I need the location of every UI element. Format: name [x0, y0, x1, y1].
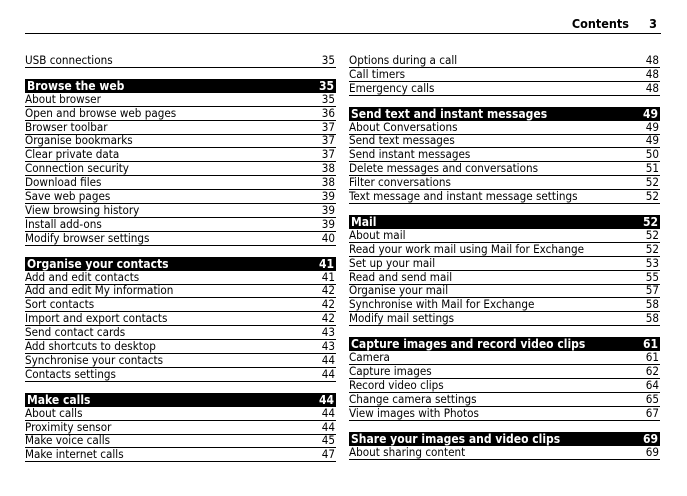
entry-title: Synchronise with Mail for Exchange: [349, 297, 535, 312]
entry-title: Contacts settings: [25, 366, 116, 381]
toc-entry[interactable]: [349, 243, 660, 257]
toc-section-heading[interactable]: [25, 79, 336, 93]
entry-title: Delete messages and conversations: [349, 161, 538, 176]
toc-entry[interactable]: [349, 68, 660, 82]
toc-entry[interactable]: [349, 379, 660, 393]
toc-entry[interactable]: [349, 365, 660, 379]
page-number: 3: [649, 16, 657, 31]
section-gap: [25, 246, 336, 257]
header-title: Contents: [571, 16, 629, 31]
entry-title: About mail: [349, 227, 406, 242]
section-gap: [349, 421, 660, 432]
toc-entry[interactable]: [349, 54, 660, 68]
entry-title: Add and edit contacts: [25, 269, 140, 284]
toc-entry[interactable]: [25, 93, 336, 107]
entry-title: Modify mail settings: [349, 311, 455, 326]
entry-title: Read and send mail: [349, 269, 453, 284]
entry-page-number: 42: [321, 297, 335, 312]
entry-title: Emergency calls: [349, 80, 435, 95]
entry-page-number: 39: [321, 216, 335, 231]
entry-page-number: 64: [645, 377, 659, 392]
entry-title: Camera: [349, 350, 390, 365]
entry-title: Download files: [25, 175, 102, 190]
entry-page-number: 42: [321, 283, 335, 298]
entry-title: Browser toolbar: [25, 119, 108, 134]
toc-entry[interactable]: [349, 312, 660, 326]
entry-title: Options during a call: [349, 52, 458, 67]
entry-title: About sharing content: [349, 444, 466, 459]
entry-page-number: 38: [321, 161, 335, 176]
entry-page-number: 38: [321, 175, 335, 190]
entry-title: Set up your mail: [349, 255, 436, 270]
entry-page-number: 48: [645, 52, 659, 67]
entry-page-number: 48: [645, 66, 659, 81]
entry-title: Modify browser settings: [25, 230, 150, 245]
entry-title: Sort contacts: [25, 297, 95, 312]
entry-title: About Conversations: [349, 119, 458, 134]
entry-page-number: 47: [321, 447, 335, 462]
entry-page-number: 55: [645, 269, 659, 284]
entry-title: Proximity sensor: [25, 419, 112, 434]
entry-page-number: 43: [321, 325, 335, 340]
entry-page-number: 52: [645, 189, 659, 204]
toc-section-heading[interactable]: [349, 337, 660, 351]
page-header: [25, 16, 661, 34]
entry-page-number: 67: [645, 405, 659, 420]
toc-entry[interactable]: [349, 82, 660, 96]
section-title: Make calls: [27, 392, 91, 407]
toc-entry[interactable]: [25, 107, 336, 121]
section-page-number: 35: [318, 78, 334, 93]
entry-title: Synchronise your contacts: [25, 352, 164, 367]
toc-entry[interactable]: [25, 232, 336, 246]
toc-entry[interactable]: [349, 446, 660, 460]
entry-page-number: 53: [645, 255, 659, 270]
entry-title: USB connections: [25, 52, 113, 67]
entry-title: View images with Photos: [349, 405, 479, 420]
section-page-number: 44: [318, 392, 334, 407]
section-page-number: 52: [642, 215, 658, 230]
section-title: Capture images and record video clips: [351, 337, 586, 352]
entry-page-number: 35: [321, 52, 335, 67]
toc-entry[interactable]: [349, 190, 660, 204]
section-page-number: 41: [318, 256, 334, 271]
entry-page-number: 49: [645, 119, 659, 134]
entry-title: Record video clips: [349, 377, 444, 392]
entry-title: Open and browse web pages: [25, 105, 177, 120]
entry-title: Text message and instant message settings: [349, 189, 578, 204]
entry-page-number: 62: [645, 364, 659, 379]
entry-title: Send text messages: [349, 133, 455, 148]
toc-entry[interactable]: [349, 393, 660, 407]
entry-title: Import and export contacts: [25, 311, 168, 326]
entry-page-number: 52: [645, 227, 659, 242]
section-title: Organise your contacts: [27, 256, 169, 271]
entry-page-number: 45: [321, 433, 335, 448]
toc-entry[interactable]: [25, 354, 336, 368]
entry-title: Make internet calls: [25, 447, 124, 462]
entry-title: About calls: [25, 405, 83, 420]
entry-page-number: 58: [645, 297, 659, 312]
entry-title: Send contact cards: [25, 325, 126, 340]
entry-title: Capture images: [349, 364, 432, 379]
entry-page-number: 58: [645, 311, 659, 326]
entry-title: Organise bookmarks: [25, 133, 133, 148]
entry-page-number: 69: [645, 444, 659, 459]
entry-page-number: 37: [321, 147, 335, 162]
entry-page-number: 39: [321, 202, 335, 217]
toc-section-heading[interactable]: [349, 215, 660, 229]
toc-entry[interactable]: [25, 368, 336, 382]
entry-page-number: 44: [321, 419, 335, 434]
entry-page-number: 50: [645, 147, 659, 162]
section-page-number: 49: [642, 106, 658, 121]
toc-entry[interactable]: [25, 340, 336, 354]
entry-page-number: 52: [645, 175, 659, 190]
section-gap: [25, 382, 336, 393]
toc-entry[interactable]: [25, 407, 336, 421]
entry-page-number: 37: [321, 133, 335, 148]
entry-page-number: 43: [321, 339, 335, 354]
entry-title: About browser: [25, 91, 101, 106]
toc-entry[interactable]: [349, 229, 660, 243]
entry-page-number: 35: [321, 91, 335, 106]
toc-section-heading[interactable]: [25, 393, 336, 407]
entry-page-number: 44: [321, 405, 335, 420]
section-gap: [349, 326, 660, 337]
entry-title: Add and edit My information: [25, 283, 174, 298]
entry-title: Add shortcuts to desktop: [25, 339, 156, 354]
entry-page-number: 48: [645, 80, 659, 95]
entry-title: Save web pages: [25, 189, 111, 204]
section-title: Send text and instant messages: [351, 106, 548, 121]
toc-entry[interactable]: [25, 204, 336, 218]
entry-page-number: 40: [321, 230, 335, 245]
entry-page-number: 49: [645, 133, 659, 148]
toc-left-column: [25, 54, 336, 462]
entry-page-number: 61: [645, 350, 659, 365]
entry-page-number: 44: [321, 352, 335, 367]
entry-title: Change camera settings: [349, 391, 477, 406]
entry-title: View browsing history: [25, 202, 140, 217]
entry-title: Clear private data: [25, 147, 120, 162]
toc-section-heading[interactable]: [349, 432, 660, 446]
section-page-number: 69: [642, 431, 658, 446]
entry-title: Make voice calls: [25, 433, 111, 448]
toc-section-heading[interactable]: [25, 257, 336, 271]
entry-page-number: 39: [321, 189, 335, 204]
entry-page-number: 57: [645, 283, 659, 298]
entry-page-number: 41: [321, 269, 335, 284]
entry-title: Install add-ons: [25, 216, 102, 231]
section-title: Mail: [351, 215, 377, 230]
section-title: Share your images and video clips: [351, 431, 561, 446]
entry-page-number: 51: [645, 161, 659, 176]
entry-title: Send instant messages: [349, 147, 471, 162]
entry-title: Read your work mail using Mail for Exchange: [349, 241, 585, 256]
entry-page-number: 65: [645, 391, 659, 406]
entry-title: Filter conversations: [349, 175, 451, 190]
toc-entry[interactable]: [349, 407, 660, 421]
toc-right-column: [349, 54, 660, 460]
entry-title: Connection security: [25, 161, 129, 176]
section-page-number: 61: [642, 337, 658, 352]
toc-entry[interactable]: [25, 218, 336, 232]
toc-entry[interactable]: [25, 190, 336, 204]
section-gap: [349, 204, 660, 215]
entry-title: Call timers: [349, 66, 406, 81]
toc-entry[interactable]: [25, 54, 336, 68]
entry-page-number: 36: [321, 105, 335, 120]
entry-page-number: 52: [645, 241, 659, 256]
toc-entry[interactable]: [25, 448, 336, 462]
section-gap: [349, 96, 660, 107]
entry-page-number: 37: [321, 119, 335, 134]
section-title: Browse the web: [27, 78, 125, 93]
entry-page-number: 42: [321, 311, 335, 326]
toc-section-heading[interactable]: [349, 107, 660, 121]
toc-entry[interactable]: [349, 257, 660, 271]
entry-title: Organise your mail: [349, 283, 449, 298]
entry-page-number: 44: [321, 366, 335, 381]
section-gap: [25, 68, 336, 79]
